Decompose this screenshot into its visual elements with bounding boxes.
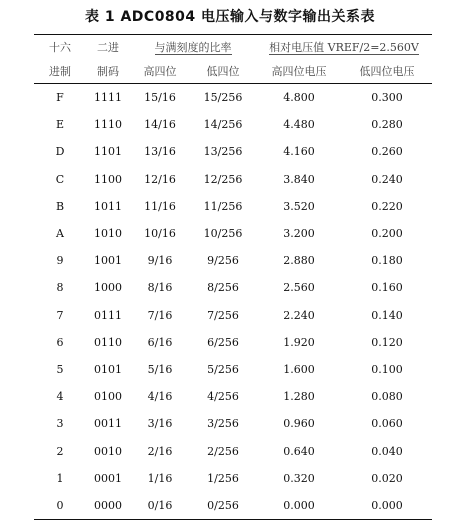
cell-ratio-low: 13/256 <box>203 145 243 159</box>
cell-bin: 1101 <box>94 145 122 159</box>
header-volt-high: 高四位电压 <box>256 59 342 84</box>
cell-ratio-high: 7/16 <box>147 308 173 322</box>
cell-volt-high: 2.240 <box>283 308 315 322</box>
cell-volt-low: 0.100 <box>371 362 403 376</box>
cell-volt-low: 0.280 <box>371 118 403 132</box>
cell-volt-low: 0.000 <box>342 492 432 520</box>
cell-bin: 0101 <box>94 362 122 376</box>
cell-volt-high: 0.000 <box>256 492 342 520</box>
header-ratio-group <box>130 35 256 60</box>
cell-bin: 0001 <box>94 471 122 485</box>
header-bin-top: 二进 <box>86 35 130 60</box>
cell-ratio-high: 1/16 <box>147 471 173 485</box>
cell-ratio-low: 9/256 <box>207 254 239 268</box>
cell-ratio-high: 11/16 <box>144 199 176 213</box>
header-volt-low: 低四位电压 <box>342 59 432 84</box>
cell-hex: 7 <box>56 308 64 322</box>
cell-volt-high: 3.200 <box>283 227 315 241</box>
cell-volt-high: 4.160 <box>283 145 315 159</box>
cell-volt-high: 3.520 <box>283 199 315 213</box>
cell-volt-high: 4.800 <box>283 91 315 105</box>
cell-volt-low: 0.120 <box>371 335 403 349</box>
table-row <box>34 356 432 383</box>
cell-ratio-high: 15/16 <box>144 91 176 105</box>
cell-ratio-high: 12/16 <box>144 172 176 186</box>
cell-hex: 5 <box>56 362 64 376</box>
cell-hex: 9 <box>56 254 64 268</box>
cell-ratio-high: 3/16 <box>147 417 173 431</box>
cell-volt-low: 0.240 <box>371 172 403 186</box>
cell-ratio-low: 11/256 <box>203 199 243 213</box>
cell-ratio-low: 4/256 <box>207 390 239 404</box>
cell-ratio-low: 7/256 <box>207 308 239 322</box>
cell-hex: D <box>55 145 65 159</box>
cell-hex: C <box>55 172 65 186</box>
cell-volt-high: 0.640 <box>283 444 315 458</box>
cell-ratio-high: 10/16 <box>144 227 176 241</box>
cell-bin: 1000 <box>94 281 122 295</box>
cell-hex: 4 <box>56 390 64 404</box>
table-row <box>34 383 432 410</box>
cell-ratio-high: 6/16 <box>147 335 173 349</box>
cell-hex: 1 <box>56 471 64 485</box>
cell-bin: 0000 <box>86 492 130 520</box>
cell-hex: E <box>55 118 65 132</box>
cell-volt-high: 0.320 <box>283 471 315 485</box>
cell-bin: 0100 <box>94 390 122 404</box>
table-row <box>34 465 432 492</box>
cell-ratio-low: 3/256 <box>207 417 239 431</box>
cell-volt-low: 0.260 <box>371 145 403 159</box>
cell-ratio-high: 5/16 <box>147 362 173 376</box>
cell-bin: 1111 <box>94 91 122 105</box>
cell-volt-high: 0.960 <box>283 417 315 431</box>
table-row <box>34 166 432 193</box>
cell-bin: 1011 <box>94 199 122 213</box>
cell-ratio-high: 4/16 <box>147 390 173 404</box>
cell-ratio-low: 6/256 <box>207 335 239 349</box>
cell-bin: 1100 <box>94 172 122 186</box>
cell-volt-high: 4.480 <box>283 118 315 132</box>
cell-hex: 3 <box>56 417 64 431</box>
cell-volt-low: 0.300 <box>371 91 403 105</box>
cell-hex: F <box>56 91 64 105</box>
table-row <box>34 138 432 165</box>
cell-volt-low: 0.200 <box>371 227 403 241</box>
cell-volt-high: 3.840 <box>283 172 315 186</box>
table-row <box>34 274 432 301</box>
header-ratio-low: 低四位 <box>190 59 256 84</box>
table-body <box>34 84 432 520</box>
cell-volt-low: 0.220 <box>371 199 403 213</box>
header-bin-bottom: 制码 <box>86 59 130 84</box>
table-title: 表 1 ADC0804 电压输入与数字输出关系表 <box>84 9 376 25</box>
table-row <box>34 220 432 247</box>
cell-volt-high: 2.880 <box>283 254 315 268</box>
cell-bin: 0111 <box>94 308 122 322</box>
cell-volt-high: 1.600 <box>283 362 315 376</box>
cell-ratio-low: 10/256 <box>203 227 243 241</box>
cell-volt-low: 0.020 <box>371 471 403 485</box>
volt-group-label: 相对电压值 VREF/2=2.560V <box>269 41 419 54</box>
table-row <box>34 193 432 220</box>
cell-ratio-high: 14/16 <box>144 118 176 132</box>
cell-bin: 1110 <box>94 118 122 132</box>
cell-ratio-low: 8/256 <box>207 281 239 295</box>
table-row <box>34 302 432 329</box>
cell-hex: B <box>55 199 65 213</box>
cell-hex: 2 <box>56 444 64 458</box>
cell-bin: 1001 <box>94 254 122 268</box>
cell-volt-low: 0.140 <box>371 308 403 322</box>
header-ratio-high: 高四位 <box>130 59 190 84</box>
cell-ratio-low: 15/256 <box>203 91 243 105</box>
adc-table <box>34 34 432 520</box>
cell-volt-low: 0.060 <box>371 417 403 431</box>
header-volt-group <box>256 35 432 60</box>
cell-bin: 0010 <box>94 444 122 458</box>
header-hex-bottom: 进制 <box>34 59 86 84</box>
cell-volt-low: 0.180 <box>371 254 403 268</box>
cell-hex: 6 <box>56 335 64 349</box>
cell-ratio-low: 1/256 <box>207 471 239 485</box>
cell-ratio-high: 13/16 <box>144 145 176 159</box>
cell-volt-high: 1.920 <box>283 335 315 349</box>
cell-volt-low: 0.040 <box>371 444 403 458</box>
cell-hex: 0 <box>34 492 86 520</box>
cell-ratio-low: 5/256 <box>207 362 239 376</box>
table-row <box>34 329 432 356</box>
cell-ratio-low: 14/256 <box>203 118 243 132</box>
table-row <box>34 84 432 112</box>
cell-ratio-high: 0/16 <box>130 492 190 520</box>
cell-bin: 0110 <box>94 335 122 349</box>
cell-ratio-high: 9/16 <box>147 254 173 268</box>
table-row <box>34 410 432 437</box>
cell-ratio-high: 8/16 <box>147 281 173 295</box>
cell-ratio-high: 2/16 <box>147 444 173 458</box>
cell-bin: 1010 <box>94 227 122 241</box>
table-row <box>34 111 432 138</box>
cell-volt-high: 1.280 <box>283 390 315 404</box>
cell-hex: A <box>56 227 64 241</box>
cell-ratio-low: 2/256 <box>207 444 239 458</box>
cell-hex: 8 <box>56 281 64 295</box>
table-row <box>34 437 432 464</box>
table-row <box>34 247 432 274</box>
header-hex-top: 十六 <box>34 35 86 60</box>
cell-volt-low: 0.160 <box>371 281 403 295</box>
cell-bin: 0011 <box>94 417 122 431</box>
ratio-group-label: 与满刻度的比率 <box>154 41 232 54</box>
cell-volt-high: 2.560 <box>283 281 315 295</box>
table-row <box>34 492 432 520</box>
cell-ratio-low: 0/256 <box>190 492 256 520</box>
cell-ratio-low: 12/256 <box>203 172 243 186</box>
cell-volt-low: 0.080 <box>371 390 403 404</box>
